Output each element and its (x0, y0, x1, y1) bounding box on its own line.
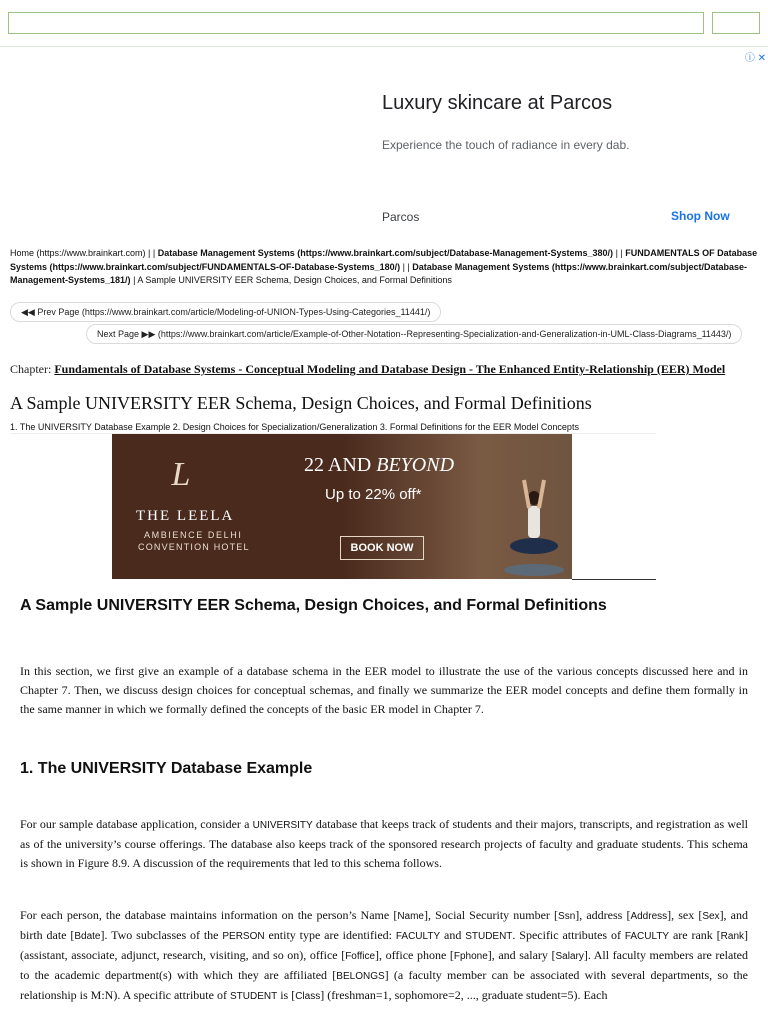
entity-faculty: FACULTY (624, 931, 670, 942)
breadcrumb-sep: | (130, 275, 138, 285)
breadcrumb-sep: | | (145, 248, 158, 258)
text: For each person, the database maintains information on the person’s Name [ (20, 908, 398, 922)
entity-student: STUDENT (229, 991, 278, 1002)
breadcrumb (10, 247, 758, 288)
chapter-link[interactable]: Fundamentals of Database Systems - Conceptual Modeling and Database Design - The Enhanced Entity-Relationship (EER) Model (54, 362, 726, 376)
text: ], and salary [ (487, 948, 556, 962)
ad-brand: THE LEELA (136, 508, 235, 524)
leela-logo-icon: L (171, 456, 191, 493)
breadcrumb-dbms[interactable]: Database Management Systems (https://www.brainkart.com/subject/Database-Management-Systems_380/) (157, 248, 614, 258)
text: . Specific attributes of (512, 928, 625, 942)
book-now-button[interactable]: BOOK NOW (340, 536, 424, 560)
ad-shop-now-button[interactable]: Shop Now (671, 209, 730, 223)
entity-faculty: FACULTY (395, 931, 441, 942)
search-input[interactable] (8, 12, 704, 34)
paragraph-intro: In this section, we first give an example of a database schema in the EER model to illustrate the use of the various concepts discussed here and in Chapter 7. Then, we discuss design choices for conceptual schemas, and finally we summarize the EER model concepts and define them formally in the same manner in which we formally defined the concepts of the basic ER model in Chapter 7. (20, 664, 748, 716)
divider (572, 579, 656, 580)
text: ]. Two subclasses of the (100, 928, 223, 942)
ad-advertiser: Parcos (382, 210, 420, 224)
top-search-bar (0, 0, 768, 47)
article-heading: A Sample UNIVERSITY EER Schema, Design Choices, and Formal Definitions (20, 597, 607, 614)
text: is [ (277, 988, 296, 1002)
text: ], address [ (575, 908, 631, 922)
text: ] (assistant, associate, adjunct, research, visiting, and so on), office [ (20, 928, 749, 962)
ad-subtitle-1: AMBIENCE DELHI (144, 530, 243, 540)
next-page-button[interactable]: Next Page ▶▶ (https://www.brainkart.com/article/Example-of-Other-Notation--Representing-Specialization-and-Generalization-in-UML-Class-Diagrams_11443/) (86, 324, 742, 344)
prev-page-button[interactable]: ◀◀ Prev Page (https://www.brainkart.com/article/Modeling-of-UNION-Types-Using-Categories_11441/) (10, 302, 441, 322)
search-button[interactable] (712, 12, 760, 34)
ad-description: Experience the touch of radiance in every dab. (382, 138, 630, 152)
text: For our sample database application, consider a (20, 817, 253, 831)
text: ], and birth date [ (20, 908, 748, 942)
text: ] (a faculty member can be associated with several departments, so the relationship is M:N). A specific attribute of (20, 968, 748, 1002)
attr-name: Name (397, 911, 424, 922)
yoga-figure-icon (502, 480, 566, 579)
page-title: A Sample UNIVERSITY EER Schema, Design Choices, and Formal Definitions (10, 393, 592, 413)
breadcrumb-dbms-2[interactable]: Database Management Systems (https://www.brainkart.com/subject/Database-Management-Systems_181/) (10, 261, 748, 285)
text: and (440, 928, 466, 942)
attr-salary: Salary (555, 951, 584, 962)
text: ]. All faculty members are related to the academic department(s) with which they are affiliated [ (20, 948, 748, 982)
adchoices-icon[interactable]: ⓘ ✕ (744, 53, 766, 64)
ad-promo-a: 22 AND (304, 454, 377, 476)
breadcrumb-sep: | | (400, 261, 413, 272)
chapter-label: Chapter: (10, 362, 55, 376)
attr-sex: Sex (702, 911, 720, 922)
ad-promo-offer: Up to 22% off* (325, 486, 422, 503)
term-university: UNIVERSITY (252, 820, 313, 831)
ad-promo-headline (304, 454, 454, 477)
attr-ssn: Ssn (558, 911, 576, 922)
entity-person: PERSON (222, 931, 265, 942)
chapter-line (10, 362, 758, 377)
entity-student: STUDENT (465, 931, 513, 942)
attr-bdate: Bdate (74, 931, 101, 942)
breadcrumb-current: A Sample UNIVERSITY EER Schema, Design Choices, and Formal Definitions (137, 275, 452, 285)
text: are rank [ (669, 928, 721, 942)
section-heading-1: 1. The UNIVERSITY Database Example (20, 760, 313, 777)
text: ] (freshman=1, sophomore=2, ..., graduate student=5). Each (320, 988, 608, 1002)
attr-class: Class (295, 991, 321, 1002)
breadcrumb-fundamentals[interactable]: FUNDAMENTALS OF Database Systems (https://www.brainkart.com/subject/FUNDAMENTALS-OF-Database-Systems_180/) (10, 248, 758, 272)
ad-promo-b: BEYOND (376, 454, 455, 476)
attr-foffice: Foffice (345, 951, 376, 962)
attr-rank: Rank (720, 931, 745, 942)
text: entity type are identified: (264, 928, 396, 942)
ad-headline[interactable]: Luxury skincare at Parcos (382, 92, 613, 114)
hotel-ad-banner[interactable] (112, 434, 572, 579)
attr-fphone: Fphone (453, 951, 488, 962)
text: database that keeps track of students and their majors, transcripts, and registration as well as of the university’s course offerings. The database also keeps track of the sponsored research projects of faculty and graduate students. This schema is shown in Figure 8.9. A discussion of the requirements that led to this schema follows. (20, 817, 748, 870)
ad-subtitle-2: CONVENTION HOTEL (138, 542, 250, 552)
attr-address: Address (630, 911, 668, 922)
breadcrumb-sep: | | (613, 248, 626, 258)
paragraph-university (20, 815, 748, 873)
sponsored-ad[interactable] (368, 48, 768, 238)
table-of-contents: 1. The UNIVERSITY Database Example 2. Design Choices for Specialization/Generalization 3. Formal Definitions for the EER Model Concepts (10, 422, 579, 432)
text: ], sex [ (667, 908, 703, 922)
breadcrumb-home[interactable]: Home (https://www.brainkart.com) (10, 248, 146, 258)
text: ], Social Security number [ (424, 908, 559, 922)
rel-belongs: BELONGS (336, 971, 385, 982)
text: ], office phone [ (375, 948, 454, 962)
paragraph-person (20, 906, 748, 1006)
